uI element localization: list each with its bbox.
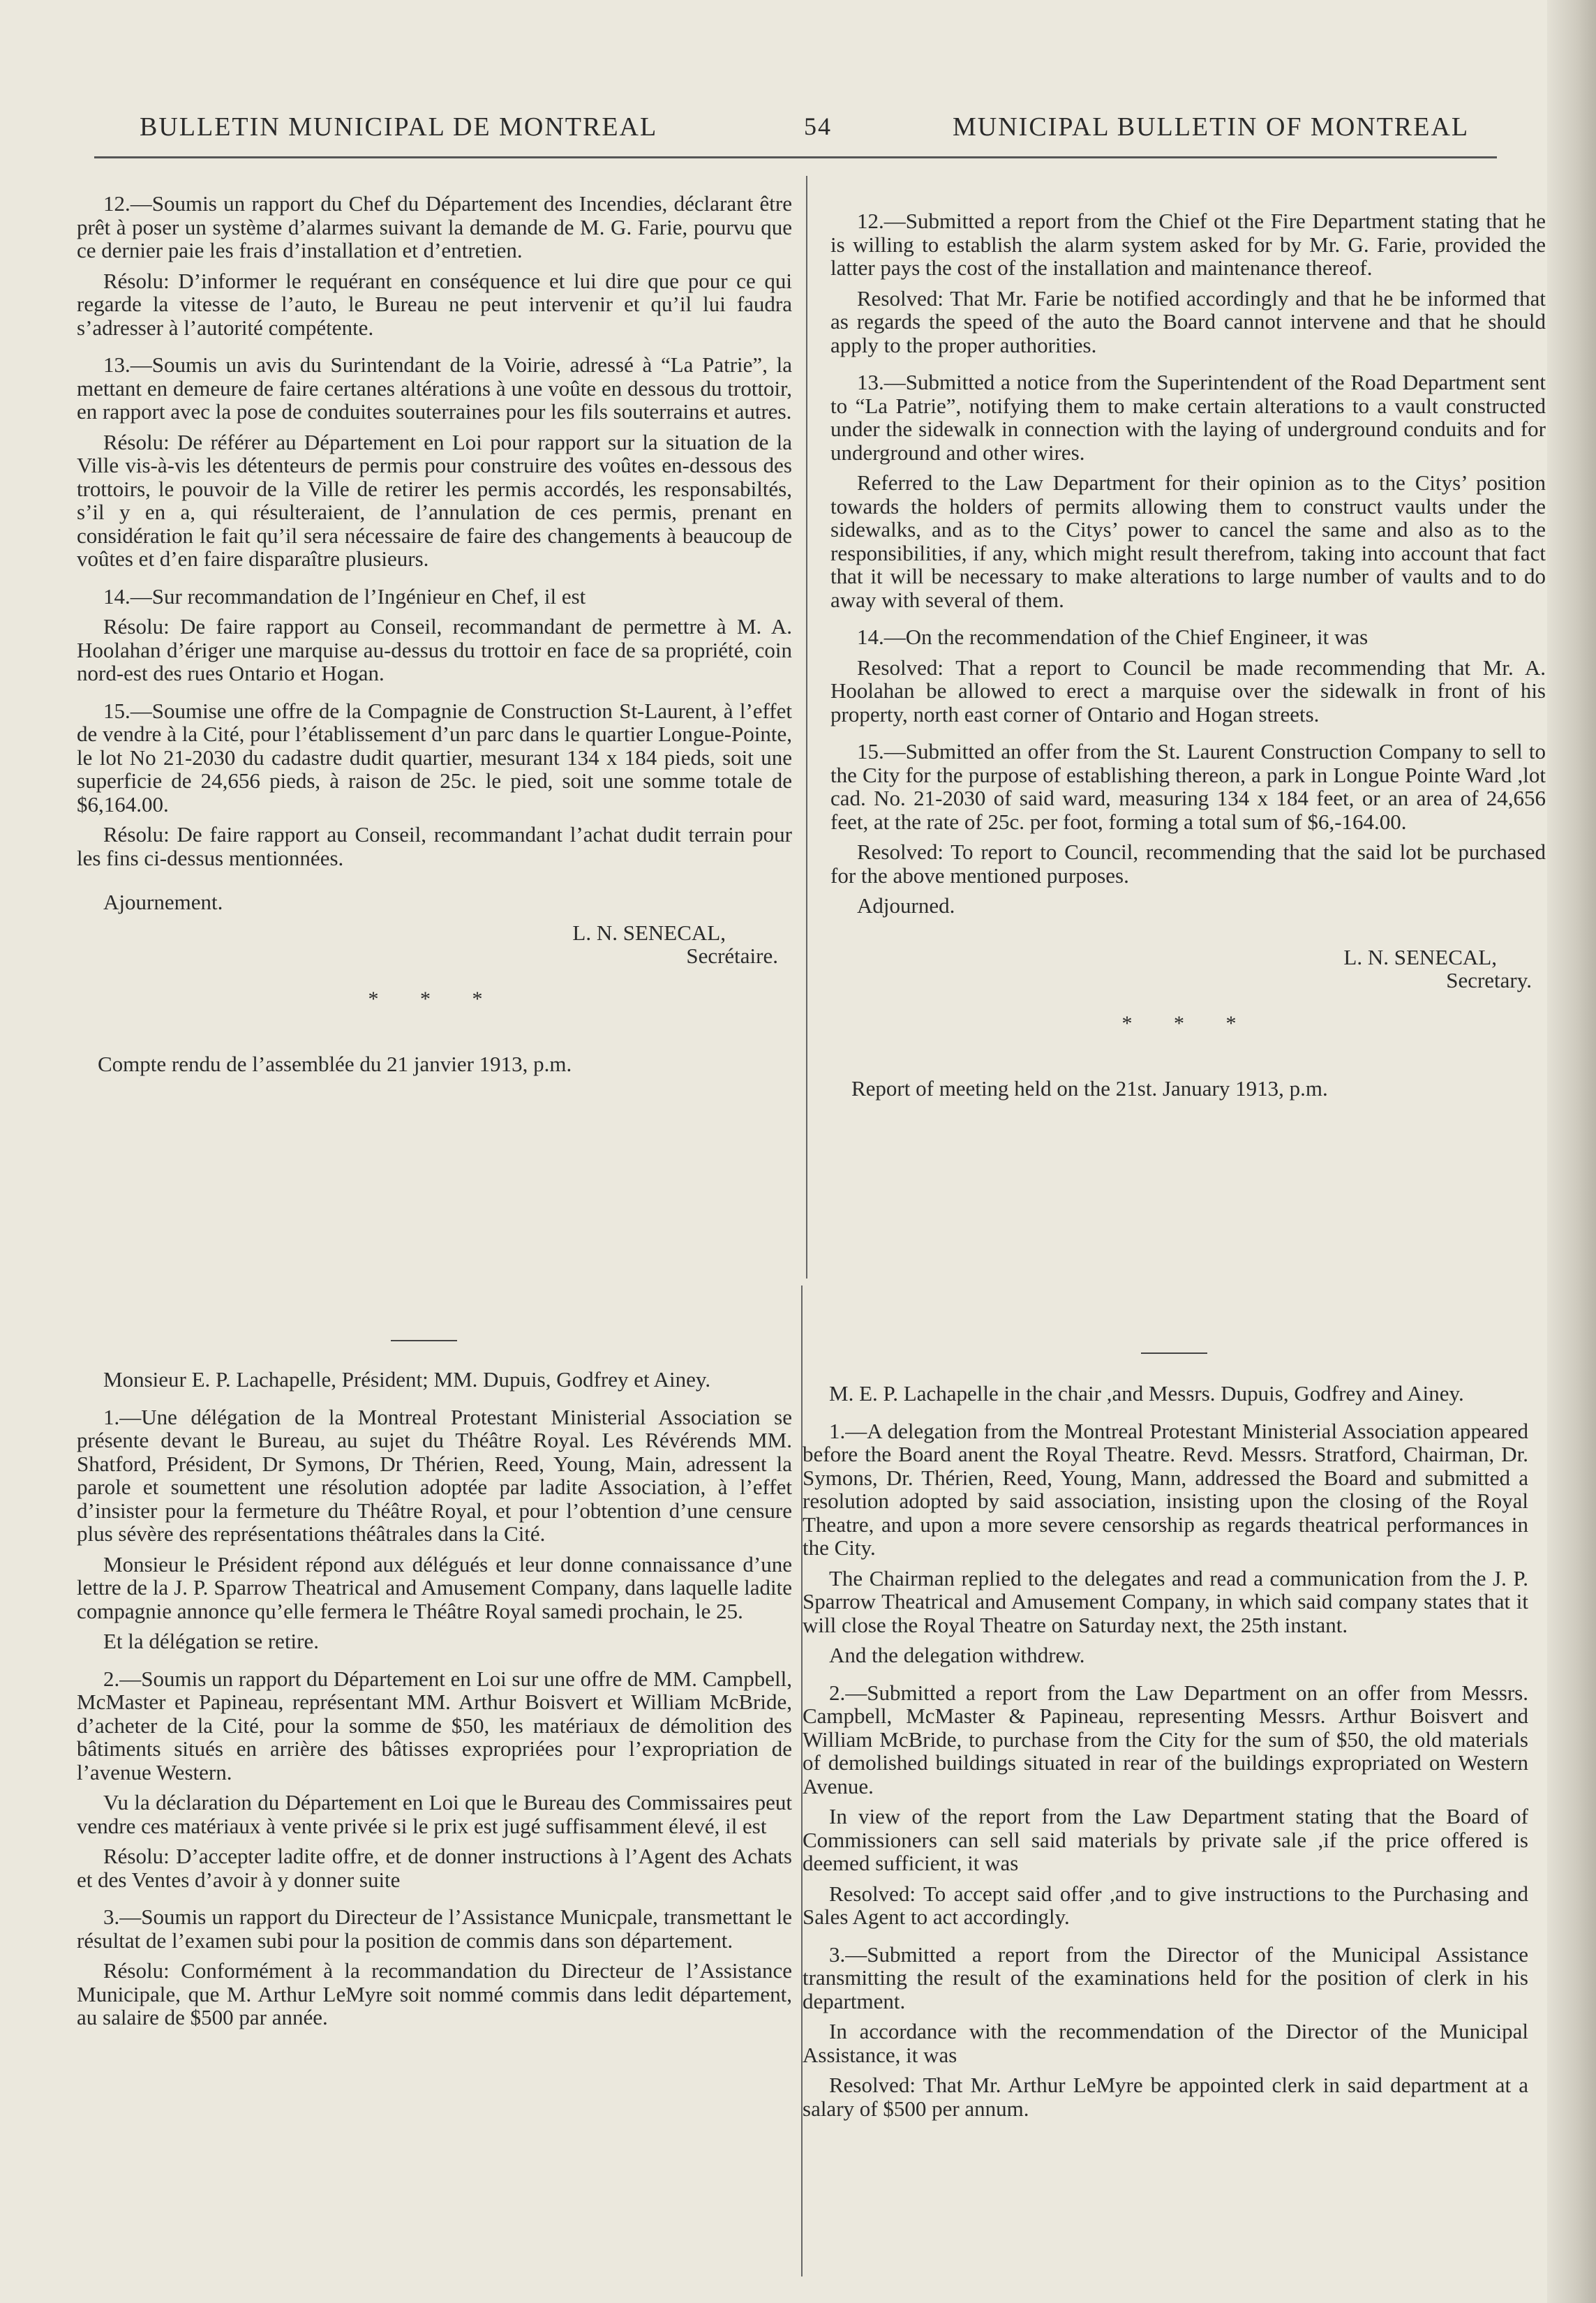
meeting-report-title: Compte rendu de l’assemblée du 21 janvier 1913, p.m.	[98, 1052, 572, 1076]
paragraph: 15.—Submitted an offer from the St. Laurent Construction Company to sell to the City for the purpose of establishing thereon, a park in Longue Pointe Ward ,lot cad. No. 21-2030 of said ward, measuring 134 x 184 feet, or an area of 24,656 feet, at the rate of 25c. per foot, forming a total sum of $6,-164.00.	[830, 739, 1546, 834]
paragraph: Résolu: Conformément à la recommandation du Directeur de l’Assistance Municipale, que M. Arthur LeMyre soit nommé commis dans ledit département, au salaire de $500 par année.	[77, 1958, 792, 2029]
signature-title: Secrétaire.	[686, 944, 778, 968]
page-header	[0, 112, 1596, 154]
meeting-report-title: Report of meeting held on the 21st. January 1913, p.m.	[851, 1076, 1328, 1101]
paragraph: Monsieur le Président répond aux délégués et leur donne connaissance d’une lettre de la J. P. Sparrow Theatrical and Amusement Company, dans laquelle ladite compagnie annonce qu’elle fermera le Théâtre Royal samedi prochain, le 25.	[77, 1551, 792, 1623]
paragraph: Referred to the Law Department for their opinion as to the Citys’ position towards the holders of permits allowing them to construct vaults under the sidewalks, and as to the Citys’ power to cancel the same and also as to the responsibilities, if any, which might result therefrom, taking into account that fact that it will be necessary to make alterations to large number of vaults and to do away with several of them.	[830, 470, 1546, 612]
paragraph: Resolved: That Mr. Arthur LeMyre be appointed clerk in said department at a salary of $500 per annum.	[803, 2073, 1528, 2121]
column-divider-top	[806, 176, 807, 1279]
paragraph: In view of the report from the Law Department stating that the Board of Commissioners can sell said materials by private sale ,if the price offered is deemed sufficient, it was	[803, 1804, 1528, 1875]
adjournment: Ajournement.	[103, 890, 223, 914]
section-separator-stars: * * *	[368, 987, 501, 1011]
signature-name: L. N. SENECAL,	[1343, 944, 1497, 969]
header-rule	[94, 156, 1497, 158]
signature-title: Secretary.	[1446, 968, 1532, 992]
paragraph: Résolu: De faire rapport au Conseil, recommandant de permettre à M. A. Hoolahan d’ériger une marquise au-dessus du trottoir en face de sa propriété, coin nord-est des rues Ontario et Hogan.	[77, 614, 792, 685]
section-separator-stars: * * *	[1121, 1011, 1255, 1035]
paragraph: 3.—Soumis un rapport du Directeur de l’Assistance Municpale, transmettant le résultat de l’examen subi pour la position de commis dans son département.	[77, 1905, 792, 1953]
paragraph: Resolved: That a report to Council be made recommending that Mr. A. Hoolahan be allowed to erect a marquise over the sidewalk in front of his property, north east corner of Ontario and Hogan streets.	[830, 655, 1546, 726]
paragraph: 1.—Une délégation de la Montreal Protestant Ministerial Association se présente devant le Bureau, au sujet du Théâtre Royal. Les Révérends MM. Shatford, Président, Dr Symons, Dr Thérien, Reed, Young, Main, adressent la parole et soumettent une résolution adoptée par ladite Association, à l’effet d’insister pour la fermeture du Théâtre Royal, et pour l’obtention d’une censure plus sévère des représentations théâtrales dans la Cité.	[77, 1404, 792, 1546]
english-column-bottom	[803, 1382, 1528, 2127]
paragraph: Et la délégation se retire.	[103, 1629, 320, 1653]
header-title-french: BULLETIN MUNICIPAL DE MONTREAL	[140, 112, 658, 142]
paragraph: 14.—Sur recommandation de l’Ingénieur en Chef, il est	[103, 583, 586, 609]
paragraph: Vu la déclaration du Département en Loi que le Bureau des Commissaires peut vendre ces matériaux à vente privée si le prix est jugé suffisamment élevé, il est	[77, 1790, 792, 1838]
english-column-top	[830, 209, 1546, 1101]
french-column-top	[77, 192, 792, 1076]
signature-name: L. N. SENECAL,	[572, 920, 726, 945]
paragraph: 13.—Submitted a notice from the Superintendent of the Road Department sent to “La Patrie”, notifying them to make certain alterations to a vault constructed under the sidewalk in connection with the laying of underground conduits and for underground and other wires.	[830, 370, 1546, 465]
paragraph: 3.—Submitted a report from the Director of the Municipal Assistance transmitting the result of the examinations held for the position of clerk in his department.	[803, 1941, 1528, 2013]
short-rule-right	[1141, 1352, 1207, 1354]
paragraph: 12.—Submitted a report from the Chief ot the Fire Department stating that he is willing to establish the alarm system asked for by Mr. G. Farie, provided the latter pays the cost of the installation and maintenance thereof.	[830, 209, 1546, 280]
paragraph: The Chairman replied to the delegates and read a communication from the J. P. Sparrow Theatrical and Amusement Company, in which said company states that it will close the Royal Theatre on Saturday next, the 25th instant.	[803, 1565, 1528, 1637]
paragraph: 2.—Soumis un rapport du Département en Loi sur une offre de MM. Campbell, McMaster et Papineau, représentant MM. Arthur Boisvert et William McBride, d’acheter de la Cité, pour la somme de $50, les matériaux de démolition des bâtiments situés en arrière des bâtisses expropriées pour l’expropriation de l’avenue Western.	[77, 1666, 792, 1784]
page-edge-shadow	[1547, 0, 1596, 2303]
paragraph: 12.—Soumis un rapport du Chef du Département des Incendies, déclarant être prêt à poser un système d’alarmes suivant la demande de M. G. Farie, pourvu que ce dernier paie les frais d’installation et d’entretien.	[77, 191, 792, 262]
paragraph: Résolu: De référer au Département en Loi pour rapport sur la situation de la Ville vis-à-vis les détenteurs de permis pour construire des voûtes en-dessous des trottoirs, le pouvoir de la Ville de retirer les permis accordés, les responsabiltés, s’il y en a, qui résulteraient, de l’annulation de ces permis, prenant en considération le fait qu’il sera nécessaire de faire des changements à beaucoup de voûtes et d’en faire disparaître plusieurs.	[77, 429, 792, 571]
paragraph: And the delegation withdrew.	[829, 1643, 1085, 1667]
header-title-english: MUNICIPAL BULLETIN OF MONTREAL	[953, 112, 1470, 142]
french-column-bottom	[77, 1368, 792, 2036]
short-rule-left	[391, 1340, 457, 1341]
adjournment: Adjourned.	[857, 893, 955, 918]
paragraph: Résolu: D’informer le requérant en conséquence et lui dire que pour ce qui regarde la vitesse de l’auto, le Bureau ne peut intervenir et qu’il lui faudra s’adresser à l’autorité compétente.	[77, 268, 792, 340]
paragraph: Résolu: D’accepter ladite offre, et de donner instructions à l’Agent des Achats et des Ventes d’avoir à y donner suite	[77, 1844, 792, 1892]
paragraph: Résolu: De faire rapport au Conseil, recommandant l’achat dudit terrain pour les fins ci-dessus mentionnées.	[77, 822, 792, 870]
paragraph: Resolved: To accept said offer ,and to give instructions to the Purchasing and Sales Agent to act accordingly.	[803, 1881, 1528, 1929]
paragraph: Resolved: To report to Council, recommending that the said lot be purchased for the above mentioned purposes.	[830, 840, 1546, 888]
paragraph: 15.—Soumise une offre de la Compagnie de Construction St-Laurent, à l’effet de vendre à la Cité, pour l’établissement d’un parc dans le quartier Longue-Pointe, le lot No 21-2030 du cadastre dudit quartier, mesurant 134 x 184 pieds, soit une superficie de 24,656 pieds, à raison de 25c. le pied, soit une somme totale de $6,164.00.	[77, 698, 792, 817]
paragraph: 14.—On the recommendation of the Chief Engineer, it was	[857, 625, 1368, 649]
paragraph: M. E. P. Lachapelle in the chair ,and Messrs. Dupuis, Godfrey and Ainey.	[829, 1381, 1464, 1406]
page-number: 54	[804, 112, 832, 140]
paragraph: 13.—Soumis un avis du Surintendant de la Voirie, adressé à “La Patrie”, la mettant en demeure de faire certanes altérations à une voûte en dessous du trottoir, en rapport avec la pose de conduites souterraines pour les fils souterrains et autres.	[77, 352, 792, 424]
paragraph: 2.—Submitted a report from the Law Department on an offer from Messrs. Campbell, McMaster & Papineau, representing Messrs. Arthur Boisvert and William McBride, to purchase from the City for the sum of $50, the old materials of demolished buildings situated in rear of the buildings expropriated on Western Avenue.	[803, 1680, 1528, 1798]
paragraph: 1.—A delegation from the Montreal Protestant Ministerial Association appeared before the Board anent the Royal Theatre. Revd. Messrs. Stratford, Chairman, Dr. Symons, Dr. Thérien, Reed, Young, Mann, addressed the Board and submitted a resolution adopted by said association, insisting upon the closing of the Royal Theatre, and upon a more severe censorship as regards theatrical performances in the City.	[803, 1418, 1528, 1560]
paragraph: Monsieur E. P. Lachapelle, Président; MM. Dupuis, Godfrey et Ainey.	[103, 1367, 711, 1392]
paragraph: In accordance with the recommendation of the Director of the Municipal Assistance, it was	[803, 2019, 1528, 2067]
paragraph: Resolved: That Mr. Farie be notified accordingly and that he be informed that as regards the speed of the auto the Board cannot intervene and that he should apply to the proper authorities.	[830, 285, 1546, 357]
